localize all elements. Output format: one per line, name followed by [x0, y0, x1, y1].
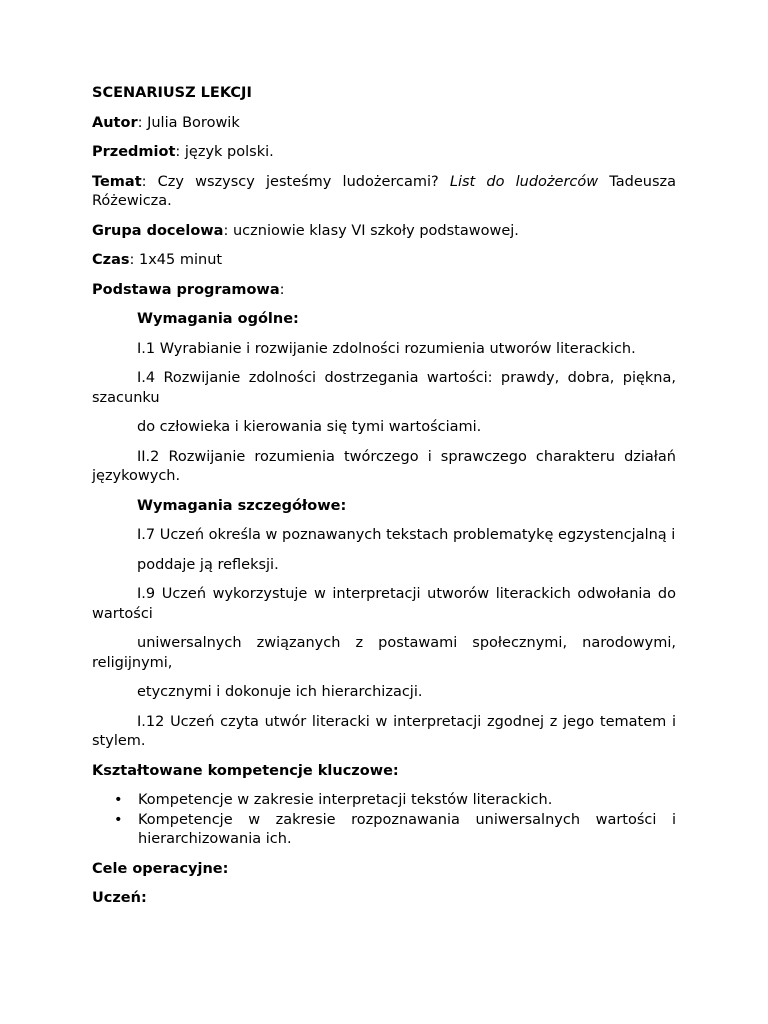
general-requirement-item: I.4 Rozwijanie zdolności dostrzegania wartości: prawdy, dobra, piękna, szacunku	[92, 370, 676, 406]
subject-value: : język polski.	[175, 144, 274, 160]
student-label: Uczeń:	[92, 890, 147, 906]
general-requirements-heading: Wymagania ogólne:	[137, 311, 299, 327]
general-requirement-item: II.2 Rozwijanie rozumienia twórczego i sprawczego charakteru działań językowych.	[92, 448, 676, 484]
topic-suffix: Tadeusza Różewicza.	[92, 173, 676, 209]
document-title: SCENARIUSZ LEKCJI	[92, 85, 252, 101]
subject-label: Przedmiot	[92, 144, 176, 160]
general-requirement-item: do człowieka i kierowania się tymi wartościami.	[137, 419, 482, 435]
group-label: Grupa docelowa	[92, 222, 224, 239]
time-label: Czas	[92, 252, 130, 268]
competences-list	[92, 791, 676, 850]
time-value: : 1x45 minut	[129, 252, 223, 268]
detailed-requirement-item: I.9 Uczeń wykorzystuje w interpretacji utworów literackich odwołania do wartości	[92, 586, 676, 622]
author-line	[92, 114, 676, 134]
author-label: Autor	[92, 114, 138, 131]
detailed-requirements-heading: Wymagania szczegółowe:	[137, 497, 347, 514]
detailed-requirement-item: poddaje ją refleksji.	[137, 556, 279, 573]
list-item-text: Kompetencje w zakresie interpretacji tekstów literackich.	[138, 792, 553, 808]
detailed-requirement-item: I.7 Uczeń określa w poznawanych tekstach problematykę egzystencjalną i	[137, 527, 676, 543]
author-value: : Julia Borowik	[137, 114, 240, 131]
list-item	[92, 811, 676, 850]
topic-line	[92, 173, 676, 212]
group-line	[92, 222, 676, 242]
competences-heading: Kształtowane kompetencje kluczowe:	[92, 762, 399, 779]
list-item	[92, 791, 676, 811]
bullet-icon: •	[114, 811, 123, 828]
detailed-requirement-item: etycznymi i dokonuje ich hierarchizacji.	[137, 684, 423, 700]
document-content	[92, 84, 676, 919]
objectives-heading: Cele operacyjne:	[92, 860, 229, 877]
topic-italic-title: List do ludożerców	[449, 173, 599, 190]
detailed-requirement-item: I.12 Uczeń czyta utwór literacki w interpretacji zgodnej z jego tematem i stylem.	[92, 713, 676, 749]
subject-line	[92, 143, 676, 163]
basis-label: Podstawa programowa	[92, 281, 280, 298]
time-line	[92, 251, 676, 271]
topic-prefix: : Czy wszyscy jesteśmy ludożercami?	[141, 173, 450, 190]
list-item-text: Kompetencje w zakresie rozpoznawania uniwersalnych wartości i hierarchizowania ich.	[138, 811, 676, 847]
group-value: : uczniowie klasy VI szkoły podstawowej.	[223, 222, 519, 239]
basis-line	[92, 281, 676, 301]
basis-value: :	[279, 281, 285, 298]
topic-label: Temat	[92, 173, 142, 190]
detailed-requirement-item: uniwersalnych związanych z postawami społecznymi, narodowymi, religijnymi,	[92, 635, 676, 671]
bullet-icon: •	[114, 792, 123, 808]
general-requirement-item: I.1 Wyrabianie i rozwijanie zdolności rozumienia utworów literackich.	[137, 340, 636, 357]
